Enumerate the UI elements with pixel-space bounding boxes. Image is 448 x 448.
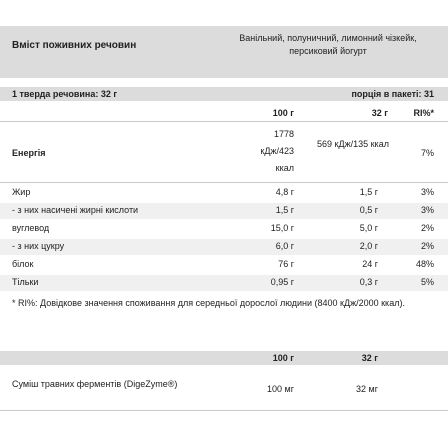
footnote: * RI%: Довідкове значення споживання для середньої дорослої людини (8400 кДж/2000 ккал). — [12, 298, 405, 308]
table-row — [0, 221, 448, 237]
value-32g: 2,0 г — [359, 241, 378, 251]
nutrient-name: Жир — [12, 187, 31, 197]
value-ri: 48% — [415, 259, 434, 269]
divider — [0, 410, 448, 411]
enzyme-col-100g: 100 г — [272, 353, 294, 363]
servings-per-pack: порція в пакеті: 31 — [351, 89, 434, 99]
value-32g: 0,5 г — [359, 205, 378, 215]
value-ri: 7% — [420, 148, 434, 158]
value-ri: 3% — [420, 205, 434, 215]
nutrient-name: - з них цукру — [12, 241, 65, 251]
value-100g: 1,5 г — [275, 205, 294, 215]
value-100g: 76 г — [278, 259, 294, 269]
nutrient-name: вуглевод — [12, 223, 50, 233]
col-100g: 100 г — [272, 108, 294, 118]
enzyme-header-band — [0, 351, 448, 365]
value-ri: 2% — [420, 241, 434, 251]
table-row — [0, 257, 448, 273]
value-32g: 24 г — [362, 259, 378, 269]
col-ri: RI%* — [413, 108, 434, 118]
table-row — [0, 185, 448, 201]
divider — [0, 182, 448, 183]
table-row — [0, 239, 448, 255]
enzyme-name: Суміш травних ферментів (DigeZyme®) — [12, 379, 178, 389]
enzyme-value-100g: 100 мг — [267, 384, 294, 394]
value-ri: 5% — [420, 277, 434, 287]
enzyme-col-32g: 32 г — [361, 353, 378, 363]
flavours-text: Ванільний, полуничний, лимонний чізкейк, персиковий йогурт — [239, 33, 417, 56]
value-32g: 5,0 г — [359, 223, 378, 233]
table-title: Вміст поживних речовин — [12, 40, 137, 51]
value-32g: 0,3 г — [359, 277, 378, 287]
enzyme-value-32g: 32 мг — [356, 384, 378, 394]
table-row — [0, 203, 448, 219]
value-32g: 1,5 г — [359, 187, 378, 197]
nutrient-name: Енергія — [12, 148, 46, 158]
value-32g: 569 кДж/135 ккал — [317, 139, 389, 149]
serving-size: 1 тверда речовина: 32 г — [12, 89, 118, 99]
table-row — [0, 275, 448, 291]
nutrient-name: Тільки — [12, 277, 39, 287]
nutrient-name: білок — [12, 259, 34, 269]
value-100g: 4,8 г — [275, 187, 294, 197]
col-32g: 32 г — [371, 108, 388, 118]
table-row — [0, 122, 448, 182]
value-100g: 6,0 г — [275, 241, 294, 251]
value-100g: 0,95 г — [270, 277, 294, 287]
value-100g: 15,0 г — [270, 223, 294, 233]
nutrient-name: - з них насичені жирні кислоти — [12, 205, 139, 215]
value-ri: 2% — [420, 223, 434, 233]
value-100g: 1778 кДж/423 ккал — [260, 129, 294, 173]
value-ri: 3% — [420, 187, 434, 197]
